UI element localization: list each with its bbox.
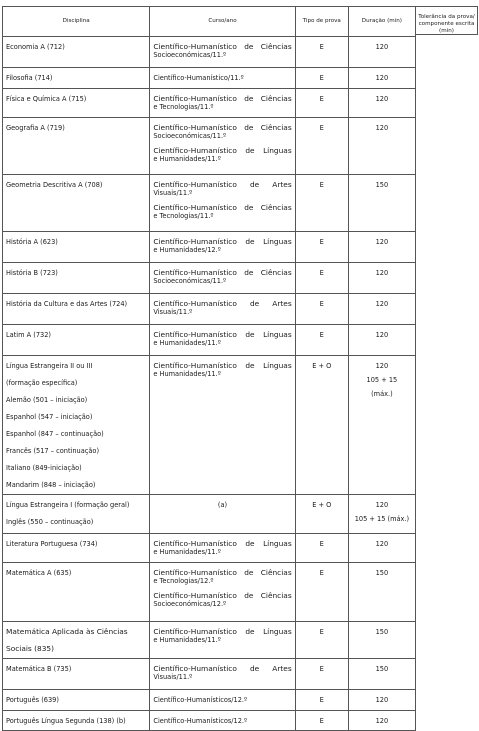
curso-line-2: Visuais/11.º [153,673,193,681]
cell-tipo [295,37,348,68]
cell-duracao [348,356,415,495]
curso-entry [153,691,291,704]
cell-duracao [348,495,415,534]
table-row [3,294,416,325]
cell-curso [150,622,295,659]
table-row [3,711,416,731]
curso-line-2: e Humanidades/11.º [153,339,221,347]
duracao-text: 120 [375,696,389,704]
curso-entry [153,233,291,254]
cell-duracao [348,232,415,263]
cell-duracao [348,711,415,731]
table-row [3,622,416,659]
cell-curso [150,495,295,534]
curso-line-1: Científico-Humanístico de Línguas [153,146,292,155]
curso-line-1: Científico-Humanístico de Artes [153,299,292,308]
cell-duracao [348,89,415,118]
cell-disciplina [3,37,150,68]
duracao-text: 120 [375,95,389,103]
cell-disciplina [3,659,150,690]
curso-line-1: Científico-Humanístico de Artes [153,664,292,673]
cell-disciplina [3,711,150,731]
cell-tipo [295,563,348,622]
disciplina-text: Literatura Portuguesa (734) [6,540,98,548]
cell-curso [150,325,295,356]
header-disciplina: Disciplina [3,7,150,37]
cell-curso [150,232,295,263]
curso-entry [153,564,291,585]
curso-line-2: Socioeconómicas/12.º [153,600,227,608]
curso-entry [153,176,291,197]
tipo-text: E [319,238,324,246]
curso-line-2: (a) [217,501,228,509]
table-row [3,232,416,263]
cell-tipo [295,711,348,731]
cell-disciplina [3,622,150,659]
curso-line-2: Científico-Humanísticos/12.º [153,696,248,704]
disciplina-text: Espanhol (847 – continuação) [6,430,104,438]
cell-duracao [348,175,415,232]
duracao-text: 105 + 15 (máx.) [354,515,410,523]
disciplina-text: História da Cultura e das Artes (724) [6,300,128,308]
duracao-text: 120 [375,124,389,132]
disciplina-text: Espanhol (547 – iniciação) [6,413,93,421]
tipo-text: E [319,124,324,132]
curso-line-1: Científico-Humanístico de Ciências [153,591,292,600]
table-row [3,118,416,175]
duracao-text: 150 [375,569,389,577]
exam-table [2,6,416,731]
duracao-text: 150 [375,665,389,673]
curso-line-1: Científico-Humanístico de Ciências [153,268,292,277]
disciplina-text: Matemática Aplicada às Ciências [6,627,128,636]
curso-entry [153,295,291,316]
cell-duracao [348,325,415,356]
curso-line-2: e Tecnologias/12.º [153,577,214,585]
cell-curso [150,534,295,563]
table-row [3,68,416,89]
cell-disciplina [3,68,150,89]
cell-duracao [348,690,415,711]
curso-entry [153,38,291,59]
cell-tipo [295,690,348,711]
cell-curso [150,563,295,622]
duracao-text: 120 [375,300,389,308]
table-row [3,263,416,294]
cell-curso [150,89,295,118]
cell-tipo [295,175,348,232]
curso-entry [153,535,291,556]
curso-line-2: e Humanidades/11.º [153,548,221,556]
cell-curso [150,356,295,495]
cell-tipo [295,232,348,263]
disciplina-text: Português (639) [6,696,59,704]
cell-disciplina [3,534,150,563]
curso-line-1: Científico-Humanístico de Línguas [153,237,292,246]
cell-tipo [295,68,348,89]
cell-duracao [348,534,415,563]
tipo-text: E [319,569,324,577]
disciplina-text: Filosofia (714) [6,74,53,82]
cell-duracao [348,263,415,294]
curso-line-1: Científico-Humanístico de Ciências [153,42,292,51]
tipo-text: E [319,300,324,308]
table-row [3,563,416,622]
curso-line-2: e Tecnologias/11.º [153,212,214,220]
header-curso: Curso/ano [150,7,295,37]
curso-entry [153,357,291,378]
cell-disciplina [3,356,150,495]
cell-curso [150,711,295,731]
curso-entry [153,585,291,608]
curso-line-1: Científico-Humanístico de Artes [153,180,292,189]
cell-curso [150,175,295,232]
cell-duracao [348,68,415,89]
tipo-text: E [319,717,324,725]
curso-line-2: Socioeconómicas/11.º [153,132,227,140]
table-row [3,690,416,711]
header-tipo: Tipo de prova [295,7,348,37]
cell-disciplina [3,563,150,622]
curso-line-1: Científico-Humanístico de Línguas [153,330,292,339]
disciplina-text: Italiano (849-iniciação) [6,464,82,472]
curso-entry [153,140,291,163]
duracao-text: 150 [375,628,389,636]
cell-disciplina [3,495,150,534]
cell-disciplina [3,263,150,294]
duracao-text: 120 [375,331,389,339]
cell-tipo [295,356,348,495]
tipo-text: E [319,696,324,704]
disciplina-text: História A (623) [6,238,58,246]
tipo-text: E [319,181,324,189]
disciplina-text: Inglês (550 – continuação) [6,518,94,526]
duracao-text: 120 [375,501,389,509]
curso-line-2: Científico-Humanísticos/12.º [153,717,248,725]
tipo-text: E [319,540,324,548]
cell-duracao [348,294,415,325]
curso-line-2: e Tecnologias/11.º [153,103,214,111]
duracao-text: 120 [375,269,389,277]
table-row [3,659,416,690]
tipo-text: E [319,43,324,51]
cell-tipo [295,534,348,563]
cell-tipo [295,89,348,118]
curso-line-2: e Humanidades/11.º [153,155,221,163]
disciplina-text: Língua Estrangeira I (formação geral) [6,501,130,509]
tipo-text: E + O [312,362,332,370]
cell-duracao [348,563,415,622]
tipo-text: E [319,269,324,277]
table-row [3,89,416,118]
table-row [3,534,416,563]
duracao-text: 120 [375,43,389,51]
cell-curso [150,294,295,325]
curso-entry [153,623,291,644]
cell-curso [150,68,295,89]
header-duracao: Duração (min) [348,7,415,37]
duracao-text: 120 [375,540,389,548]
curso-entry [153,90,291,111]
disciplina-text: Geometria Descritiva A (708) [6,181,103,189]
curso-line-1: Científico-Humanístico de Ciências [153,203,292,212]
disciplina-text: Física e Química A (715) [6,95,87,103]
cell-tipo [295,495,348,534]
disciplina-text: (formação específica) [6,379,78,387]
duracao-text: 120 [375,238,389,246]
curso-entry [153,326,291,347]
cell-disciplina [3,690,150,711]
cell-duracao [348,37,415,68]
curso-line-1: Científico-Humanístico de Línguas [153,627,292,636]
disciplina-text: Alemão (501 – iniciação) [6,396,88,404]
disciplina-text: Língua Estrangeira II ou III [6,362,93,370]
duracao-text: 105 + 15 [366,376,398,384]
duracao-text: 120 [375,717,389,725]
table-header-row [3,7,416,37]
disciplina-text: História B (723) [6,269,58,277]
curso-entry [153,660,291,681]
cell-curso [150,37,295,68]
curso-entry [153,496,291,509]
curso-line-1: Científico-Humanístico de Línguas [153,361,292,370]
curso-line-1: Científico-Humanístico de Ciências [153,94,292,103]
disciplina-text: Mandarim (848 – iniciação) [6,481,96,489]
cell-curso [150,263,295,294]
disciplina-text: Geografia A (719) [6,124,65,132]
curso-line-2: e Humanidades/12.º [153,246,221,254]
cell-duracao [348,118,415,175]
cell-tipo [295,118,348,175]
disciplina-text: Francês (517 – continuação) [6,447,100,455]
cell-disciplina [3,325,150,356]
duracao-text: (máx.) [371,390,393,398]
curso-entry [153,69,291,82]
curso-entry [153,119,291,140]
table-row [3,175,416,232]
curso-line-2: e Humanidades/11.º [153,370,221,378]
curso-entry [153,712,291,725]
table-row [3,325,416,356]
cell-disciplina [3,294,150,325]
curso-entry [153,197,291,220]
cell-duracao [348,659,415,690]
cell-tipo [295,659,348,690]
duracao-text: 120 [375,362,389,370]
curso-line-2: e Humanidades/11.º [153,636,221,644]
cell-tipo [295,263,348,294]
cell-curso [150,659,295,690]
tipo-text: E [319,95,324,103]
curso-line-2: Socioeconómicas/11.º [153,51,227,59]
duracao-text: 150 [375,181,389,189]
disciplina-text: Matemática A (635) [6,569,72,577]
table-row [3,495,416,534]
disciplina-text: Matemática B (735) [6,665,72,673]
disciplina-text: Economia A (712) [6,43,65,51]
cell-tipo [295,325,348,356]
table-row [3,37,416,68]
curso-line-2: Científico-Humanístico/11.º [153,74,244,82]
tipo-text: E + O [312,501,332,509]
cell-curso [150,690,295,711]
curso-entry [153,264,291,285]
disciplina-text: Português Língua Segunda (138) (b) [6,717,126,725]
disciplina-text: Latim A (732) [6,331,51,339]
cell-curso [150,118,295,175]
table-row [3,356,416,495]
curso-line-2: Socioeconómicas/11.º [153,277,227,285]
tipo-text: E [319,665,324,673]
curso-line-2: Visuais/11.º [153,189,193,197]
disciplina-text: Sociais (835) [6,644,54,653]
tipo-text: E [319,331,324,339]
cell-disciplina [3,232,150,263]
tipo-text: E [319,74,324,82]
curso-line-1: Científico-Humanístico de Línguas [153,539,292,548]
curso-line-2: Visuais/11.º [153,308,193,316]
table-body [3,37,416,731]
tipo-text: E [319,628,324,636]
duracao-text: 120 [375,74,389,82]
curso-line-1: Científico-Humanístico de Ciências [153,568,292,577]
cell-duracao [348,622,415,659]
cell-disciplina [3,175,150,232]
header-tolerancia: Tolerância da prova/ componente escrita (min) [416,6,478,35]
cell-disciplina [3,89,150,118]
cell-tipo [295,294,348,325]
cell-disciplina [3,118,150,175]
cell-tipo [295,622,348,659]
curso-line-1: Científico-Humanístico de Ciências [153,123,292,132]
